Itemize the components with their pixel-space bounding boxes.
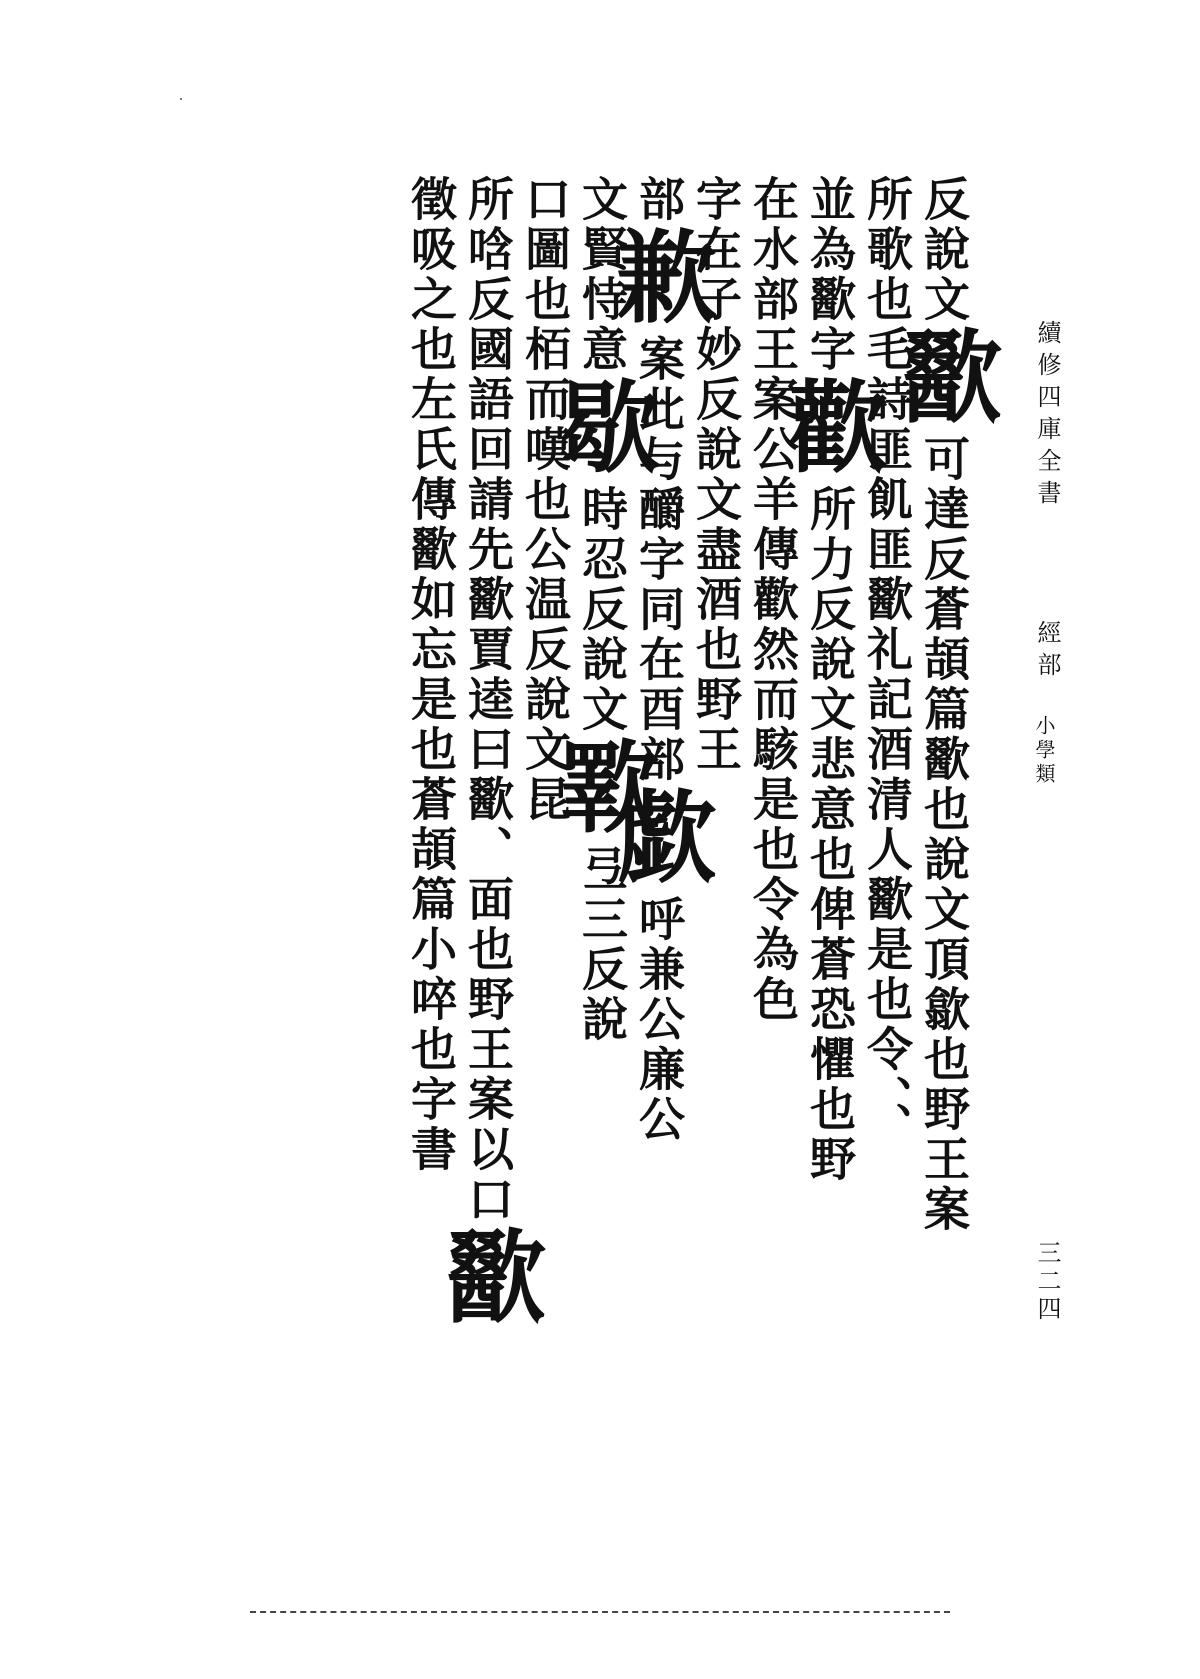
gloss-text: 在水部 [746, 175, 800, 325]
main-text-block [222, 175, 1003, 1570]
scan-speck [180, 98, 182, 100]
gloss-text: 所歌也 [860, 175, 914, 325]
headword: 歡 [771, 375, 889, 485]
headword: 歉 [600, 225, 718, 335]
gloss-text: 所力反說文悲意也俾蒼恐懼也野 [803, 485, 857, 1185]
gloss-text: 並為歠字 [803, 175, 857, 375]
headword: 歠 [429, 1225, 547, 1335]
gloss-text: 字在 [689, 175, 743, 275]
gloss-text: 呼兼公廉公 [632, 895, 686, 1145]
gloss-text: 毛詩匪飢匪歠礼記酒清人歠是也令、、 [860, 325, 914, 1152]
page-number: 三二四 [1033, 1240, 1061, 1324]
gloss-text: 徵吸之也左氏傳歠如忘是也蒼頡篇小啐也字書 [404, 175, 458, 1175]
gloss-text: 可達反蒼頡篇歠也說文頂歙也野王案 [917, 435, 971, 1235]
gloss-text: 栢而嘆也 [518, 325, 572, 525]
gloss-text: 時忍反說文 [575, 485, 629, 735]
gloss-text: 文賢恃意 [575, 175, 629, 375]
headword: 歔 [600, 785, 718, 895]
book-title: 續修四庫全書 [1033, 320, 1061, 512]
gloss-text: 案此与釂字同在酉部 [632, 335, 686, 785]
text-column [516, 175, 573, 1570]
gloss-text: 口圖也 [518, 175, 572, 325]
gloss-text: 部 [632, 175, 686, 225]
text-column [402, 175, 459, 1570]
bottom-rule [250, 1611, 950, 1613]
headword: 歠 [885, 325, 1003, 435]
gloss-text: 弖三反說 [575, 845, 629, 1045]
gloss-text: 反說文 [917, 175, 971, 325]
headword: 歇 [543, 375, 661, 485]
section-label: 經部 [1033, 620, 1061, 684]
gloss-text: 公温反說文昆 [518, 525, 572, 825]
gloss-text: 所唅反國語回請先歠賈逵曰歠、面也野王案以口 [461, 175, 515, 1225]
headword: 歝 [543, 735, 661, 845]
gloss-text: 王案公羊傳歡然而駭是也令為色 [746, 325, 800, 1025]
subsection-label: 小學類 [1032, 715, 1056, 787]
gloss-text: 子妙反說文盡酒也野王 [689, 275, 743, 775]
text-column [744, 175, 801, 1570]
